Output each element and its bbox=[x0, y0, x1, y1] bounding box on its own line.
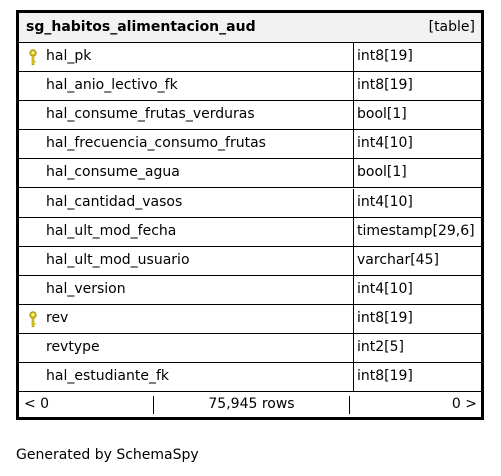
row-count: 75,945 rows bbox=[208, 396, 295, 412]
column-name: rev bbox=[46, 310, 69, 326]
column-type: int8[19] bbox=[357, 48, 413, 64]
table-kind: [table] bbox=[428, 19, 475, 35]
key-icon bbox=[28, 49, 38, 66]
column-row[interactable] bbox=[19, 43, 481, 72]
column-name: hal_version bbox=[46, 281, 126, 297]
table-box bbox=[16, 10, 484, 420]
column-row[interactable] bbox=[19, 247, 481, 276]
column-row[interactable] bbox=[19, 363, 481, 392]
column-type: int4[10] bbox=[357, 194, 413, 210]
column-name: hal_anio_lectivo_fk bbox=[46, 77, 178, 93]
column-name: hal_ult_mod_usuario bbox=[46, 252, 190, 268]
column-name: hal_consume_frutas_verduras bbox=[46, 106, 255, 122]
column-row[interactable] bbox=[19, 72, 481, 101]
column-type: varchar[45] bbox=[357, 252, 439, 268]
footer-divider bbox=[349, 396, 350, 414]
column-name: hal_estudiante_fk bbox=[46, 368, 169, 384]
children-count: 0 > bbox=[451, 396, 477, 412]
column-type: timestamp[29,6] bbox=[357, 223, 475, 239]
column-name: hal_cantidad_vasos bbox=[46, 194, 183, 210]
column-row[interactable] bbox=[19, 101, 481, 130]
column-row[interactable] bbox=[19, 189, 481, 218]
parents-count: < 0 bbox=[24, 396, 50, 412]
column-type: int8[19] bbox=[357, 310, 413, 326]
column-row[interactable] bbox=[19, 130, 481, 159]
column-row[interactable] bbox=[19, 218, 481, 247]
column-name: hal_ult_mod_fecha bbox=[46, 223, 177, 239]
column-type: bool[1] bbox=[357, 164, 407, 180]
table-header bbox=[19, 13, 481, 43]
column-row[interactable] bbox=[19, 159, 481, 188]
column-type: int8[19] bbox=[357, 368, 413, 384]
column-name: revtype bbox=[46, 339, 100, 355]
key-icon bbox=[28, 311, 38, 328]
generated-by-credit: Generated by SchemaSpy bbox=[16, 447, 199, 463]
column-name: hal_consume_agua bbox=[46, 164, 180, 180]
column-type: bool[1] bbox=[357, 106, 407, 122]
column-name: hal_frecuencia_consumo_frutas bbox=[46, 135, 266, 151]
table-name[interactable]: sg_habitos_alimentacion_aud bbox=[26, 19, 256, 35]
column-type: int4[10] bbox=[357, 281, 413, 297]
column-type: int2[5] bbox=[357, 339, 404, 355]
table-footer bbox=[19, 392, 481, 417]
column-row[interactable] bbox=[19, 276, 481, 305]
column-type: int4[10] bbox=[357, 135, 413, 151]
column-type: int8[19] bbox=[357, 77, 413, 93]
column-name-cell bbox=[19, 305, 354, 333]
column-row[interactable] bbox=[19, 334, 481, 363]
column-row[interactable] bbox=[19, 305, 481, 334]
column-name: hal_pk bbox=[46, 48, 92, 64]
